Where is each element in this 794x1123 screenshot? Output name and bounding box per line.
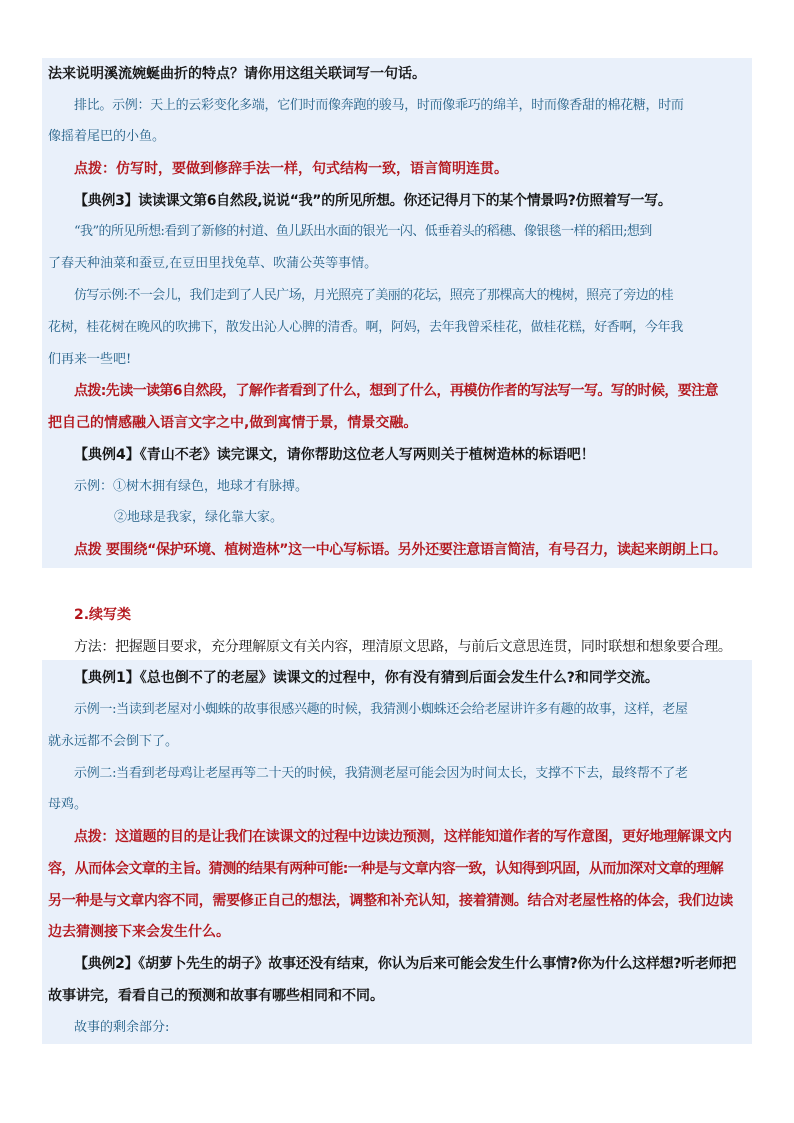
hint-line: 容，从而体会文章的主旨。猜测的结果有两种可能:一种是与文章内容一致，认知得到巩固，从而加深对文章的理解	[48, 861, 723, 877]
hint-line: 另一种是与文章内容不同，需要修正自己的想法，调整和补充认知，接着猜测。结合对老屋性格的体会，我们边读	[48, 893, 733, 909]
text-line: 故事讲完，看看自己的预测和故事有哪些相同和不同。	[48, 988, 384, 1004]
example-heading: 【典例1】《总也倒不了的老屋》读课文的过程中，你有没有猜到后面会发生什么?和同学交流。	[74, 670, 659, 686]
answer-line: 示例二:当看到老母鸡让老屋再等二十天的时候，我猜测老屋可能会因为时间太长，支撑不下去，最终帮不了老	[74, 766, 688, 781]
answer-line: “我”的所见所想:看到了新修的村道、鱼儿跃出水面的银光一闪、低垂着头的稻穗、像银毯一样的稻田;想到	[74, 224, 652, 239]
answer-line: 仿写示例:不一会儿，我们走到了人民广场，月光照亮了美丽的花坛，照亮了那棵高大的槐树，照亮了旁边的桂	[74, 288, 673, 303]
answer-line: ②地球是我家，绿化靠大家。	[114, 510, 284, 525]
section-title: 2.续写类	[74, 607, 132, 623]
example-heading: 【典例3】读读课文第6自然段,说说“我”的所见所想。你还记得月下的某个情景吗?仿照着写一写。	[74, 193, 672, 209]
example-heading: 【典例4】《青山不老》读完课文，请你帮助这位老人写两则关于植树造林的标语吧！	[74, 447, 595, 463]
answer-line: 示例：①树木拥有绿色，地球才有脉搏。	[74, 479, 309, 494]
hint-line: 点拨：这道题的目的是让我们在读课文的过程中边读边预测，这样能知道作者的写作意图，更好地理解课文内	[74, 829, 732, 845]
answer-line: 花树，桂花树在晚风的吹拂下，散发出沁人心脾的清香。啊，阿妈，去年我曾采桂花，做桂花糕，好香啊，今年我	[48, 320, 684, 335]
method-line: 方法：把握题目要求，充分理解原文有关内容，理清原文思路，与前后文意思连贯，同时联想和想象要合理。	[74, 639, 732, 655]
hint-line: 点拨 要围绕“保护环境、植树造林”这一中心写标语。另外还要注意语言简洁，有号召力，读起来朗朗上口。	[74, 542, 727, 558]
answer-line: 了春天种油菜和蚕豆,在豆田里找兔草、吹蒲公英等事情。	[48, 256, 378, 271]
answer-line: 排比。示例：天上的云彩变化多端，它们时而像奔跑的骏马，时而像乖巧的绵羊，时而像香甜的棉花糖，时而	[74, 98, 684, 113]
answer-line: 就永远都不会倒下了。	[48, 734, 179, 749]
text-line: 法来说明溪流婉蜒曲折的特点？请你用这组关联词写一句话。	[48, 66, 426, 82]
answer-line: 像摇着尾巴的小鱼。	[48, 129, 166, 144]
answer-line: 故事的剩余部分:	[74, 1020, 170, 1035]
hint-line: 边去猜测接下来会发生什么。	[48, 924, 230, 940]
hint-line: 把自己的情感融入语言文字之中,做到寓情于景，情景交融。	[48, 415, 418, 431]
hint-line: 点拨:先读一读第6自然段，了解作者看到了什么，想到了什么，再模仿作者的写法写一写。写的时候，要注意	[74, 383, 718, 399]
answer-line: 们再来一些吧!	[48, 352, 132, 367]
example-heading: 【典例2】《胡萝卜先生的胡子》故事还没有结束，你认为后来可能会发生什么事情?你为什么这样想?听老师把	[74, 956, 736, 972]
hint-line: 点拨：仿写时，要做到修辞手法一样，句式结构一致，语言简明连贯。	[74, 161, 508, 177]
answer-line: 母鸡。	[48, 797, 88, 812]
answer-line: 示例一:当读到老屋对小蜘蛛的故事很感兴趣的时候，我猜测小蜘蛛还会给老屋讲许多有趣的故事，这样，老屋	[74, 702, 688, 717]
